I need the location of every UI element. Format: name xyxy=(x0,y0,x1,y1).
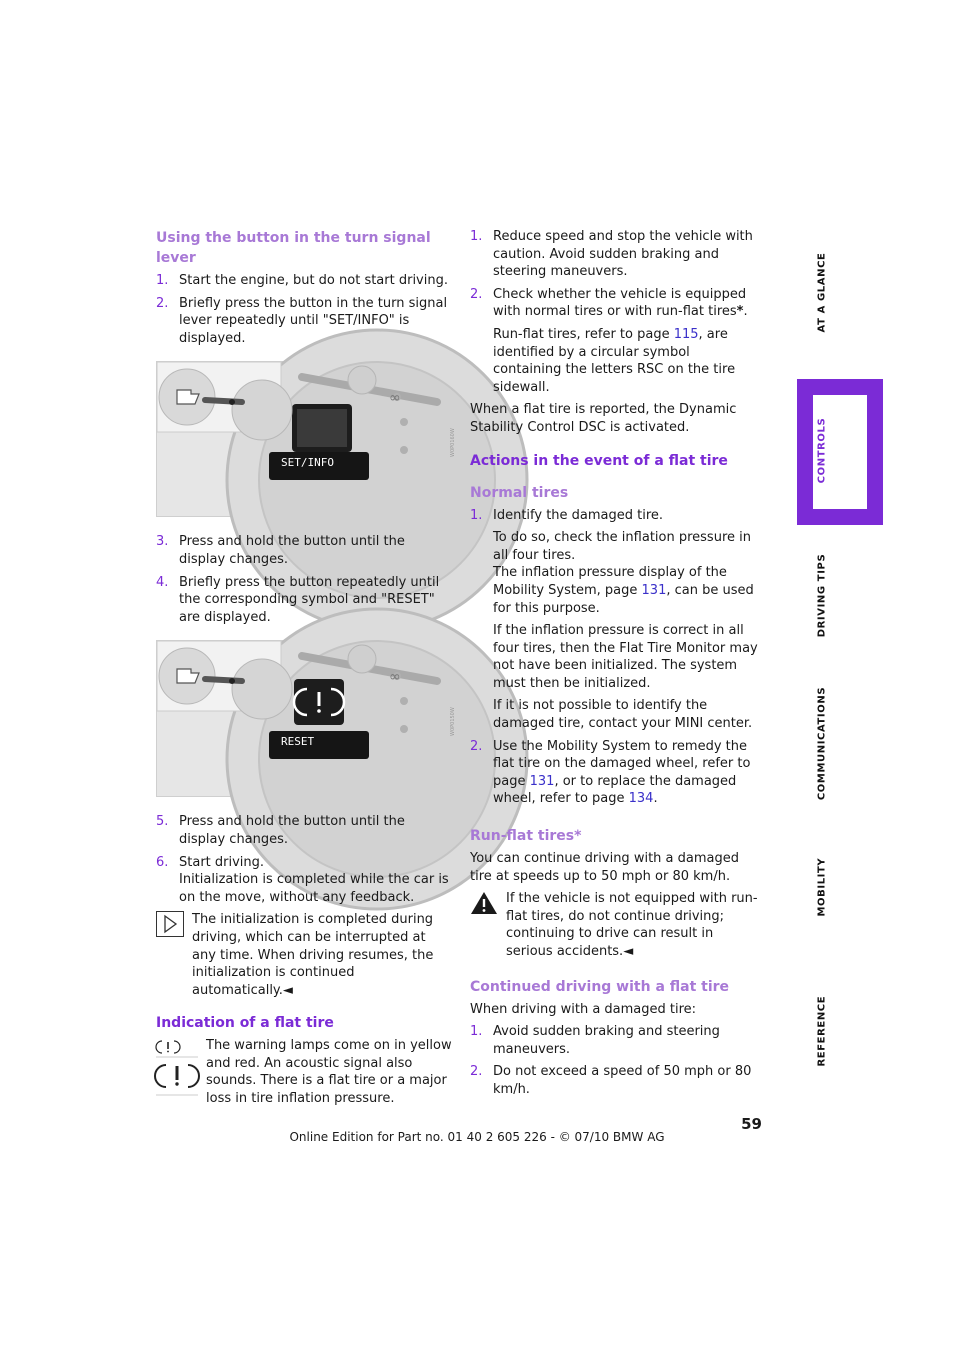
step-detail: Initialization is completed while the car is on the move, without any feedback. xyxy=(179,872,449,905)
sidebar-tab-communications[interactable]: COMMUNICATIONS xyxy=(816,686,828,801)
step-number: 5. xyxy=(156,814,169,830)
step-number: 1. xyxy=(470,229,483,244)
step-number: 2. xyxy=(156,295,169,311)
right-column xyxy=(470,228,762,1104)
step-text: Start driving. xyxy=(179,854,265,870)
indication-row xyxy=(156,1037,452,1107)
step-number: 2. xyxy=(470,738,483,754)
paragraph xyxy=(470,564,762,617)
step-text: Press and hold the button until the display changes. xyxy=(179,814,405,847)
step-number: 3. xyxy=(156,534,169,550)
list-item xyxy=(156,813,452,848)
svg-text:∞: ∞ xyxy=(389,669,401,686)
list-item xyxy=(470,286,762,321)
step-text: Briefly press the button in the turn signal lever repeatedly until "SET/INFO" is displayed. xyxy=(179,295,448,346)
sidebar-tab-controls[interactable]: CONTROLS xyxy=(816,417,828,484)
step-number: 2. xyxy=(470,1064,483,1080)
warning-box xyxy=(470,890,762,960)
sidebar-tab-mobility[interactable]: MOBILITY xyxy=(816,857,828,917)
heading-turn-signal-button: Using the button in the turn signal lever xyxy=(156,230,431,266)
runflat-reference xyxy=(470,326,762,396)
page-link[interactable]: 131 xyxy=(529,773,555,789)
active-tab-marker xyxy=(797,379,883,525)
warning-text: If the vehicle is not equipped with run-flat tires, do not continue driving; continuing to drive can result in serious accidents. xyxy=(506,891,758,959)
chapter-sidebar xyxy=(797,230,883,1100)
display-text: SET/INFO xyxy=(281,456,334,470)
list-item xyxy=(156,533,452,568)
paragraph-text: Run-flat tires, refer to page xyxy=(493,326,674,342)
end-marker: ◄ xyxy=(623,944,634,959)
footer-edition: Online Edition for Part no. 01 40 2 605 226 - © 07/10 BMW AG xyxy=(289,1130,665,1144)
dsc-paragraph: When a flat tire is reported, the Dynamic Stability Control DSC is activated. xyxy=(470,402,737,435)
note-arrow-icon xyxy=(156,911,184,937)
list-item xyxy=(470,228,762,281)
figure-set-info-display xyxy=(156,361,456,517)
step-text: Check whether the vehicle is equipped with normal tires or with run-flat tires xyxy=(493,286,747,320)
note-box xyxy=(156,911,452,999)
warning-triangle-icon xyxy=(470,890,498,916)
step-number: 1. xyxy=(470,507,483,523)
step-text: Reduce speed and stop the vehicle with caution. Avoid sudden braking and steering maneuvers. xyxy=(493,229,753,280)
step-number: 2. xyxy=(470,286,483,302)
sidebar-tab-at-a-glance[interactable]: AT A GLANCE xyxy=(816,252,828,333)
paragraph-text: , are identified by a circular symbol containing the letters RSC on the tire sidewall. xyxy=(493,326,736,395)
figure-reset-display xyxy=(156,640,456,797)
step-text: Identify the damaged tire. xyxy=(493,507,664,523)
paragraph: To do so, check the inflation pressure in all four tires. xyxy=(493,530,751,563)
step-text: Do not exceed a speed of 50 mph or 80 km/h. xyxy=(493,1064,752,1097)
step-number: 6. xyxy=(156,854,169,870)
flat-tire-warning-icon xyxy=(156,1037,198,1097)
list-item xyxy=(156,272,452,290)
step-text: Use the Mobility System to remedy the flat tire on the damaged wheel, refer to page xyxy=(493,738,751,789)
note-text: The initialization is completed during driving, which can be interrupted at any time. When driving resumes, the initialization is continued automatically. xyxy=(192,912,434,998)
option-star: * xyxy=(736,304,744,320)
paragraph: If the inflation pressure is correct in all four tires, then the Flat Tire Monitor may not have been initialized. The system must then be initialized. xyxy=(493,623,758,691)
paragraph-text: , can be used for this purpose. xyxy=(493,582,754,616)
list-item xyxy=(470,1063,762,1098)
page-number: 59 xyxy=(741,1115,762,1133)
sidebar-tab-driving-tips[interactable]: DRIVING TIPS xyxy=(816,553,828,638)
step-text: Briefly press the button repeatedly until the corresponding symbol and "RESET" are displayed. xyxy=(179,574,440,625)
step-text: Press and hold the button until the display changes. xyxy=(179,534,405,567)
figure-code: W0P0150W xyxy=(450,707,456,737)
warning-lamp-icons xyxy=(156,1037,198,1103)
page-link[interactable]: 134 xyxy=(628,791,654,807)
continued-intro: When driving with a damaged tire: xyxy=(470,1001,697,1017)
page-link[interactable]: 115 xyxy=(673,326,699,342)
step-number: 4. xyxy=(156,574,169,590)
step-text: Avoid sudden braking and steering maneuvers. xyxy=(493,1024,720,1057)
end-marker: ◄ xyxy=(282,982,293,998)
paragraph: If it is not possible to identify the damaged tire, contact your MINI center. xyxy=(493,698,753,732)
page-link[interactable]: 131 xyxy=(641,582,667,598)
instrument-cluster-illustration xyxy=(157,362,451,516)
sidebar-tab-reference[interactable]: REFERENCE xyxy=(816,995,828,1067)
heading-continued-driving: Continued driving with a flat tire xyxy=(470,978,730,995)
heading-indication-flat-tire: Indication of a flat tire xyxy=(156,1015,334,1032)
paragraph-text: The inflation pressure display of the Mobility System, page xyxy=(493,565,727,598)
runflat-paragraph: You can continue driving with a damaged tire at speeds up to 50 mph or 80 km/h. xyxy=(470,851,739,884)
svg-text:∞: ∞ xyxy=(389,390,401,407)
display-text: RESET xyxy=(281,735,315,749)
step-number: 1. xyxy=(470,1024,483,1040)
step-text: , or to replace the damaged wheel, refer to page xyxy=(493,773,737,807)
indication-text: The warning lamps come on in yellow and red. An acoustic signal also sounds. There is a flat tire or a major loss in tire inflation pressure. xyxy=(206,1038,452,1107)
heading-actions-flat-tire: Actions in the event of a flat tire xyxy=(470,452,728,469)
heading-run-flat-tires: Run-flat tires* xyxy=(470,828,582,845)
list-item xyxy=(470,738,762,808)
step-text: Start the engine, but do not start driving. xyxy=(179,273,448,288)
list-item xyxy=(470,507,762,525)
instrument-cluster-illustration xyxy=(157,641,451,796)
figure-code: W0P0160W xyxy=(450,428,456,458)
step-text: . xyxy=(653,791,658,807)
heading-normal-tires: Normal tires xyxy=(470,484,569,501)
list-item xyxy=(470,1023,762,1058)
step-text-end: . xyxy=(743,304,748,320)
step-number: 1. xyxy=(156,273,169,288)
left-column xyxy=(156,228,456,1108)
list-item xyxy=(156,854,452,907)
